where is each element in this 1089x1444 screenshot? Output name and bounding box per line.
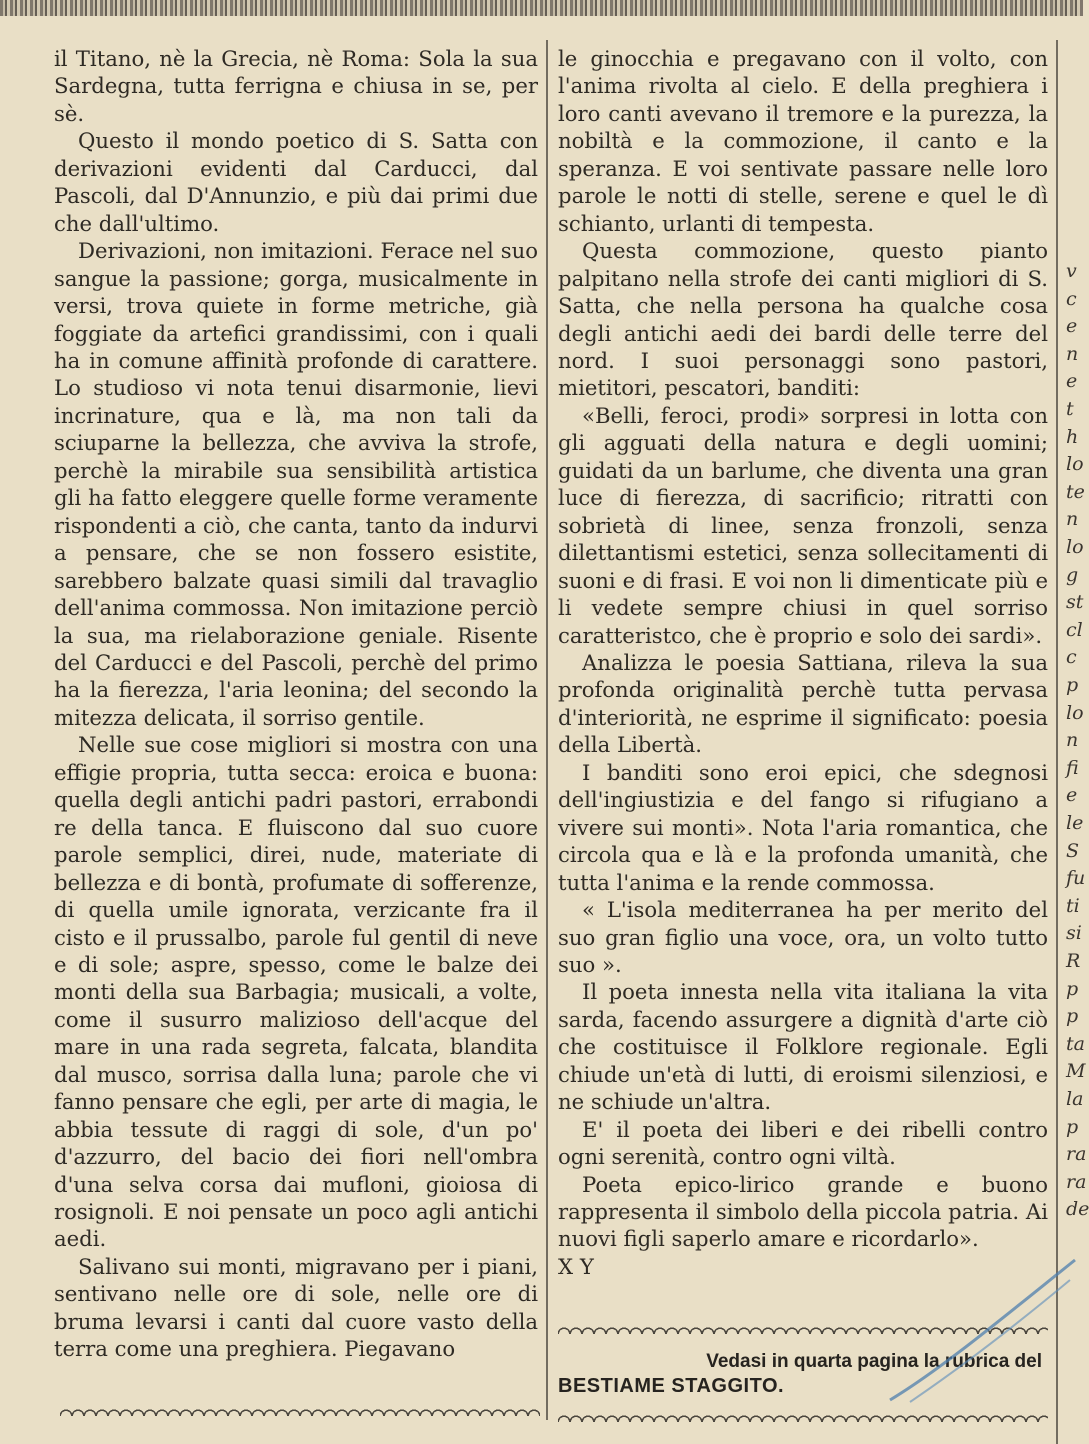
paragraph: Analizza le poesia Sattiana, rileva la sua profonda originalità perchè tutta pervasa d'interiorità, ne esprime il significato: poesia della Libertà. — [558, 649, 1048, 758]
column-fragment: e — [1066, 370, 1078, 393]
column-divider — [1056, 40, 1058, 1444]
column-fragment: t — [1066, 398, 1074, 420]
column-fragment: n — [1066, 729, 1079, 752]
column-fragment: p — [1066, 1115, 1079, 1138]
paragraph: Questa commozione, questo pianto palpitano nella strofe dei canti migliori di S. Satta, che nella persona ha qualche cosa degli antichi aedi dei bardi delle terre del nord. I suoi personaggi sono pastori, mietitori, pescatori, banditi: — [558, 238, 1048, 401]
column-fragment: c — [1066, 646, 1077, 669]
column-fragment: lo — [1066, 453, 1084, 476]
paragraph: Nelle sue cose migliori si mostra con una effigie propria, tutta secca: eroica e buona: quella degli antichi padri pastori, errabondi re della tanca. E fluiscono dal suo cuore parole semplici, direi, nude, materiate di bellezza e di bontà, profumate di sofferenze, di quella umile ignorata, verzicante fra il cisto e il prussalbo, parole ful gentil di neve e di sole; aspre, spesso, come le balze dei monti della sua Barbagia; musicali, a volte, come il susurro malizioso dell'acque del mare in una rada segreta, falcata, blandita dal musco, sorrisa dalla luna; parole che vi fanno pensare che egli, per arte di magia, le abbia tessute di raggi di sole, d'un po' d'azzurro, del bacio dei fiori nell'ombra d'una selva corsa dai mufloni, gioiosa di rosignoli. E noi pensate un poco agli antichi aedi. — [54, 732, 538, 1252]
column-fragment: e — [1066, 784, 1078, 807]
article-column-right — [558, 45, 1048, 1280]
paragraph: « L'isola mediterranea ha per merito del suo gran figlio una voce, ora, un volto tutto suo ». — [558, 897, 1048, 977]
notice-line: Vedasi in quarta pagina la rubrica del — [706, 1351, 1042, 1372]
column-fragment: le — [1066, 812, 1084, 834]
column-fragment: cl — [1066, 618, 1083, 641]
column-fragment: g — [1066, 563, 1079, 586]
column-fragment: lo — [1066, 536, 1084, 558]
column-fragment: de — [1066, 1198, 1089, 1221]
column-fragment: te — [1066, 480, 1085, 503]
column-fragment: e — [1066, 315, 1078, 338]
column-fragment: R — [1066, 950, 1081, 972]
paragraph: Questo il mondo poetico di S. Satta con derivazioni evidenti dal Carducci, dal Pascoli, dal D'Annunzio, e più dai primi due che dall'ultimo. — [54, 128, 538, 236]
paragraph: «Belli, feroci, prodi» sorpresi in lotta con gli agguati della natura e degli uomini; guidati da un barlume, che diventa una gran luce di fierezza, di sacrificio; ritratti con sobrietà di linee, senza fronzoli, senza dilettantismi estetici, senza sollecitamenti di suoni e di frasi. E voi non li dimenticate più e li vedete sempre chiusi in quel sorriso caratteristco, che è proprio e solo dei sardi». — [558, 402, 1048, 648]
column-fragment: st — [1066, 591, 1084, 614]
column-fragment: la — [1066, 1088, 1084, 1110]
paragraph: il Titano, nè la Grecia, nè Roma: Sola la sua Sardegna, tutta ferrigna e chiusa in se, per sè. — [54, 46, 538, 126]
cropped-column-fragments — [1066, 260, 1089, 1226]
column-fragment: n — [1066, 508, 1079, 531]
page-top-border — [0, 0, 1083, 16]
article-column-left — [54, 45, 538, 1363]
column-fragment: ra — [1066, 1143, 1087, 1166]
column-fragment: c — [1066, 287, 1077, 310]
paragraph: le ginocchia e pregavano con il volto, con l'anima rivolta al cielo. E della preghiera i loro canti avevano il tremore e la purezza, la nobiltà e la commozione, il canto e la speranza. E voi sentivate passare nelle loro parole le notti di stelle, serene e quel le dì schianto, urlanti di tempesta. — [558, 46, 1048, 236]
column-fragment: p — [1066, 1005, 1079, 1028]
column-divider — [546, 40, 548, 1420]
notice-heading: BESTIAME STAGGITO. — [558, 1375, 785, 1397]
column-fragment: lo — [1066, 701, 1084, 724]
paragraph: Derivazioni, non imitazioni. Ferace nel suo sangue la passione; gorga, musicalmente in versi, trova quiete in forme metriche, già foggiate da artefici grandissimi, con i quali ha in comune affinità profonde di carattere. Lo studioso vi nota tenui disarmonie, lievi incrinature, qua e là, ma non tali da sciuparne la bellezza, che avviva la strofe, perchè la mirabile sua sensibilità artistica gli ha fatto eleggere quelle forme veramente rispondenti a ciò, che canta, tanto da indurvi a pensare, che se non fossero esistite, sarebbero balzate quasi simili dal travaglio dell'anima commossa. Non imitazione perciò la sua, ma rielaborazione geniale. Risente del Carducci e del Pascoli, perchè del primo ha la fierezza, l'aria leonina; del secondo la mitezza delicata, il sorriso gentile. — [54, 238, 538, 730]
column-fragment: fu — [1066, 867, 1086, 890]
column-fragment: ti — [1066, 894, 1080, 917]
wavy-separator — [558, 1322, 1048, 1334]
column-fragment: fi — [1066, 756, 1079, 779]
column-fragment: ta — [1066, 1032, 1085, 1055]
column-fragment: p — [1066, 977, 1079, 1000]
column-fragment: p — [1066, 674, 1079, 696]
paragraph: Salivano sui monti, migravano per i piani, sentivano nelle ore di sole, nelle ore di bruma levarsi i canti dal cuore vasto della terra come una preghiera. Piegavano — [54, 1253, 538, 1362]
paragraph: E' il poeta dei liberi e dei ribelli contro ogni serenità, contro ogni viltà. — [558, 1116, 1048, 1170]
notice-box — [558, 1350, 1048, 1398]
paragraph: I banditi sono eroi epici, che sdegnosi dell'ingiustizia e del fango si rifugiano a vivere sui monti». Nota l'aria romantica, che circola qua e là e la profonda umanità, che tutta l'anima e la rende commossa. — [558, 759, 1048, 895]
wavy-separator — [60, 1404, 540, 1416]
column-fragment: ra — [1066, 1170, 1087, 1193]
wavy-separator — [558, 1410, 1048, 1422]
column-fragment: S — [1066, 839, 1080, 862]
column-fragment: v — [1066, 260, 1077, 282]
paragraph: Poeta epico-lirico grande e buono rappresenta il simbolo della piccola patria. Ai nuovi figli saperlo amare e ricordarlo». — [558, 1171, 1048, 1252]
column-fragment: h — [1066, 425, 1079, 448]
column-fragment: M — [1066, 1060, 1086, 1083]
paragraph: Il poeta innesta nella vita italiana la vita sarda, facendo assurgere a dignità d'arte ciò che costituisce il Folklore regionale. Egli chiude un'età di lutti, di eroismi silenziosi, e ne schiude un'altra. — [558, 979, 1048, 1115]
author-signature: X Y — [558, 1253, 594, 1279]
column-fragment: n — [1066, 342, 1079, 365]
column-fragment: si — [1066, 922, 1082, 945]
